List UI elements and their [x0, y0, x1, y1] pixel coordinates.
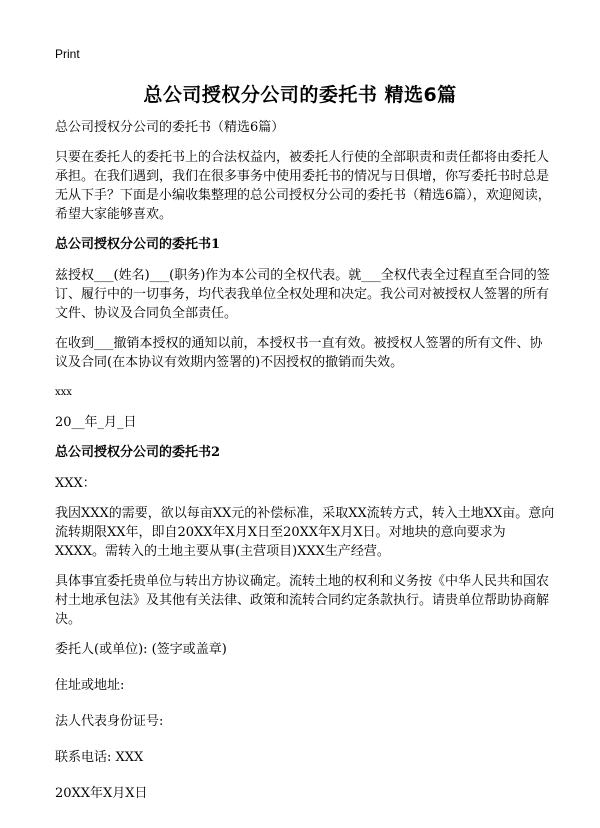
section-2-salutation: XXX：: [55, 476, 96, 491]
section-1-paragraph-1: 兹授权___(姓名)___(职务)作为本公司的全权代表。就___全权代表全过程直至合同的签订、履行中的一切事务，均代表我单位全权处理和决定。我公司对被授权人签署的所有文件、协议及合同负全部责任。: [55, 268, 550, 321]
document-subtitle: 总公司授权分公司的委托书（精选6篇）: [55, 120, 285, 135]
section-2-paragraph-2: 具体事宜委托贵单位与转出方协议确定。流转土地的权利和义务按《中华人民共和国农村土地承包法》及其他有关法律、政策和流转合同约定条款执行。请贵单位帮助协商解决。: [55, 574, 550, 627]
document-title: 总公司授权分公司的委托书 精选6篇: [143, 84, 457, 106]
principal-line: 委托人(或单位): (签字或盖章): [55, 642, 227, 657]
document-body: [55, 118, 555, 803]
section-1-signature: xxx: [55, 387, 72, 398]
section-1-heading: 总公司授权分公司的委托书1: [55, 237, 221, 252]
section-1-date: 20__年_月_日: [55, 415, 137, 430]
print-link[interactable]: Print: [55, 47, 80, 61]
legal-id-line: 法人代表身份证号:: [55, 714, 164, 729]
section-1-paragraph-2: 在收到___撤销本授权的通知以前，本授权书一直有效。被授权人签署的所有文件、协议及合同(在本协议有效期内签署的)不因授权的撤销而失效。: [55, 336, 543, 370]
section-2-paragraph-1: 我因XXX的需要，欲以每亩XX元的补偿标准，采取XX流转方式，转入土地XX亩。意向流转期限XX年，即自20XX年X月X日至20XX年X月X日。对地块的意向要求为XXXX。需转入的土地主要从事(主营项目)XXX生产经营。: [55, 506, 555, 559]
address-line: 住址或地址:: [55, 678, 125, 693]
phone-line: 联系电话: XXX: [55, 750, 144, 765]
intro-paragraph: 只要在委托人的委托书上的合法权益内，被委托人行使的全部职责和责任都将由委托人承担。在我们遇到，我们在很多事务中使用委托书的情况与日俱增，你写委托书时总是无从下手？下面是小编收集整理的总公司授权分公司的委托书（精选6篇），欢迎阅读，希望大家能够喜欢。: [55, 150, 551, 222]
section-2-date: 20XX年X月X日: [55, 786, 148, 801]
section-2-heading: 总公司授权分公司的委托书2: [55, 445, 221, 460]
